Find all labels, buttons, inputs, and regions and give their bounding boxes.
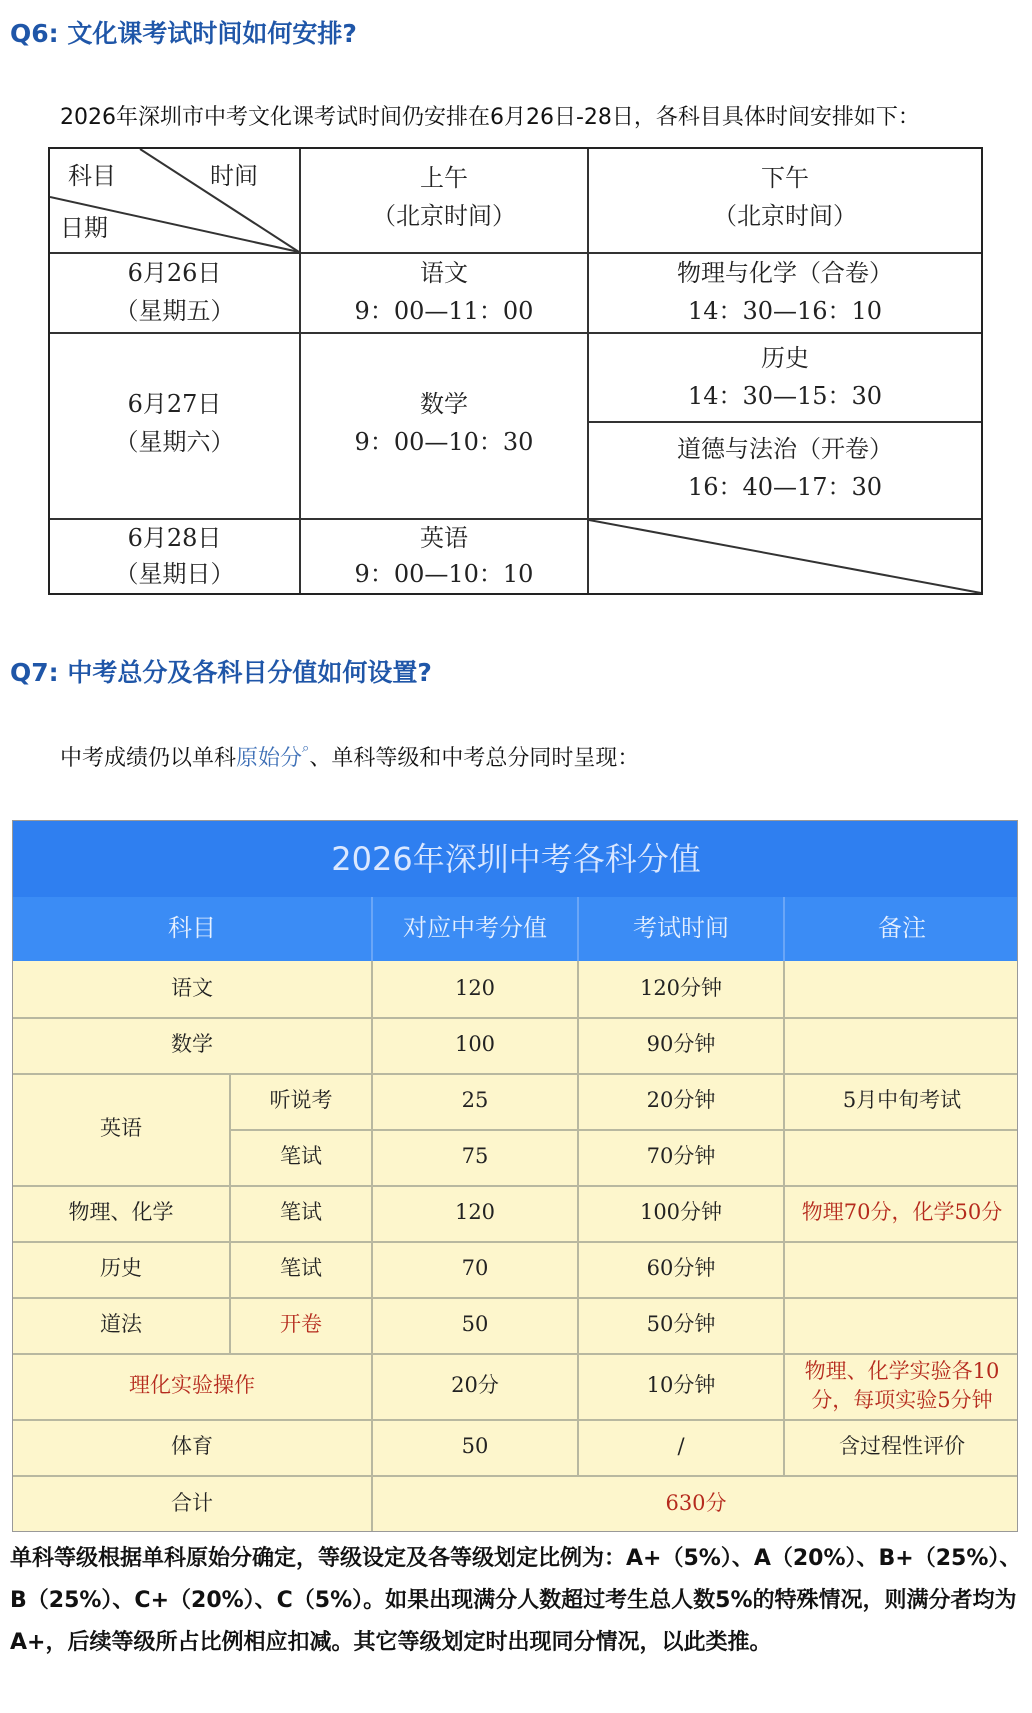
row-math-time: 90分钟 [646, 1032, 716, 1057]
am-title: 上午 [420, 164, 468, 192]
row-morality-subject: 道法 [100, 1312, 142, 1337]
score-table [12, 820, 1018, 1532]
am-subtitle: （北京时间） [372, 202, 516, 230]
row2-pm-time: 14：30—15：30 [687, 382, 883, 410]
row-physchem-time: 100分钟 [639, 1200, 723, 1225]
row-lab-time: 10分钟 [646, 1373, 716, 1398]
row-english-written: 笔试 [280, 1144, 322, 1169]
row-pe-time: / [677, 1434, 685, 1459]
row-physchem-note: 物理70分，化学50分 [801, 1200, 1003, 1225]
corner-time: 时间 [210, 162, 258, 190]
search-icon[interactable]: ⌕ [302, 741, 310, 756]
row1-weekday: （星期五） [114, 297, 235, 325]
row-pe-subject: 体育 [171, 1434, 213, 1459]
q6-heading: Q6: 文化课考试时间如何安排? [10, 19, 357, 48]
row-history-score: 70 [461, 1256, 489, 1281]
q7-intro-after: 、单科等级和中考总分同时呈现： [309, 746, 640, 771]
row-morality-mode: 开卷 [280, 1312, 322, 1337]
row3-date: 6月28日 [127, 524, 222, 552]
row2-pm-subject: 历史 [761, 344, 809, 372]
row1-am-subject: 语文 [420, 259, 468, 287]
corner-date: 日期 [60, 214, 108, 242]
row-pe-note: 含过程性评价 [839, 1434, 965, 1459]
row-english-listening: 听说考 [269, 1088, 333, 1113]
row1-pm-time: 14：30—16：10 [687, 297, 883, 325]
header-score: 对应中考分值 [403, 914, 547, 943]
row-english-listening-time: 20分钟 [646, 1088, 716, 1113]
q7-intro [60, 741, 639, 772]
row-chinese-time: 120分钟 [639, 976, 723, 1001]
row-lab-note [785, 1353, 1018, 1419]
row-math-subject: 数学 [171, 1032, 213, 1057]
row-pe-score: 50 [461, 1434, 489, 1459]
row1-am-time: 9：00—11：00 [354, 297, 534, 325]
row-english-listening-note: 5月中旬考试 [842, 1088, 962, 1113]
row-lab-note-line2: 分，每项实验5分钟 [811, 1388, 993, 1412]
original-score-link[interactable]: 原始分 [236, 746, 303, 771]
row2-pm2-time: 16：40—17：30 [687, 473, 883, 501]
pm-title: 下午 [761, 164, 809, 192]
row-lab-subject: 理化实验操作 [129, 1373, 255, 1398]
q7-intro-before: 中考成绩仍以单科 [60, 746, 237, 771]
header-subject: 科目 [168, 914, 216, 943]
corner-subject: 科目 [68, 162, 116, 190]
row-lab-score: 20分 [451, 1373, 499, 1398]
q7-heading: Q7: 中考总分及各科目分值如何设置? [10, 658, 432, 687]
score-table-title: 2026年深圳中考各科分值 [13, 821, 1018, 897]
q6-intro: 2026年深圳市中考文化课考试时间仍安排在6月26日-28日，各科目具体时间安排如下： [60, 105, 920, 130]
row-lab-note-line1: 物理、化学实验各10 [804, 1358, 1000, 1383]
row3-weekday: （星期日） [114, 560, 235, 588]
header-note: 备注 [878, 914, 926, 943]
row-physchem-subject: 物理、化学 [68, 1200, 174, 1225]
row-english-written-score: 75 [461, 1144, 489, 1169]
row-english-listening-score: 25 [461, 1088, 489, 1113]
row-history-subject: 历史 [100, 1256, 142, 1281]
row1-pm-subject: 物理与化学（合卷） [677, 259, 893, 287]
row2-am-time: 9：00—10：30 [354, 428, 534, 456]
row2-weekday: （星期六） [114, 428, 235, 456]
exam-schedule-table [48, 147, 983, 595]
row2-date: 6月27日 [127, 390, 222, 418]
row2-pm2-subject: 道德与法治（开卷） [677, 435, 893, 463]
row-morality-score: 50 [461, 1312, 489, 1337]
row-total-value: 630分 [665, 1491, 727, 1516]
row-morality-time: 50分钟 [646, 1312, 716, 1337]
row-physchem-mode: 笔试 [280, 1200, 322, 1225]
grading-rules-text: 单科等级根据单科原始分确定，等级设定及各等级划定比例为：A+（5%）、A（20%）、B+（25%）、B（25%）、C+（20%）、C（5%）。如果出现满分人数超过考生总人数5%的特殊情况，则满分者均为A+，后续等级所占比例相应扣减。其它等级划定时出现同分情况，以此类推。 [10, 1546, 1022, 1655]
row-english-written-time: 70分钟 [646, 1144, 716, 1169]
row2-am-subject: 数学 [420, 390, 468, 418]
row-total-label: 合计 [171, 1491, 213, 1516]
row-chinese-subject: 语文 [171, 976, 213, 1001]
row3-am-subject: 英语 [420, 524, 468, 552]
pm-subtitle: （北京时间） [713, 202, 857, 230]
row3-am-time: 9：00—10：10 [354, 560, 534, 588]
row-physchem-score: 120 [454, 1200, 496, 1225]
row-english-subject: 英语 [100, 1116, 142, 1141]
row-math-score: 100 [454, 1032, 496, 1057]
row-history-mode: 笔试 [280, 1256, 322, 1281]
header-time: 考试时间 [633, 914, 729, 943]
row-chinese-score: 120 [454, 976, 496, 1001]
row-history-time: 60分钟 [646, 1256, 716, 1281]
row1-date: 6月26日 [127, 259, 222, 287]
